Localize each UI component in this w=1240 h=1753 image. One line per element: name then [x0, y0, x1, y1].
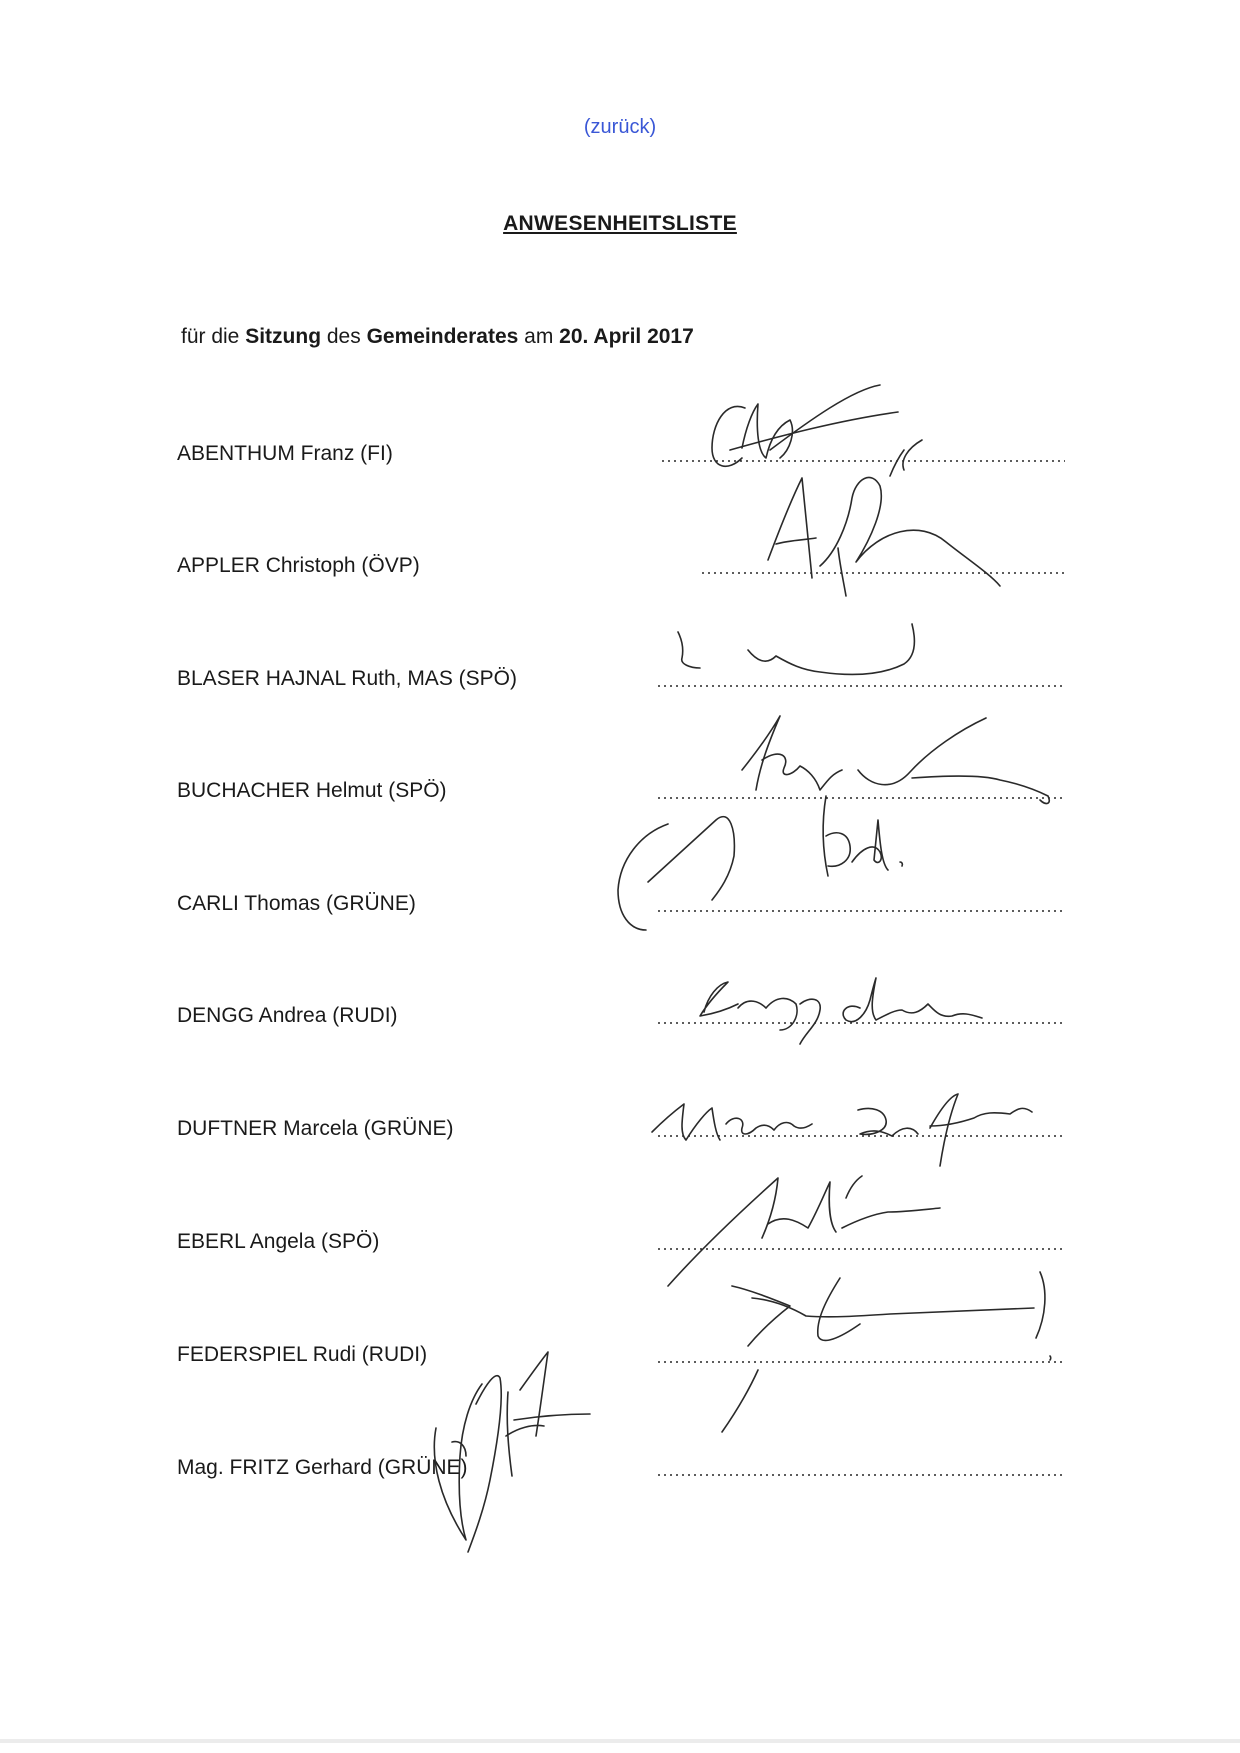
signature-line [656, 1474, 1065, 1476]
subtitle-bold-3: 20. April 2017 [559, 325, 694, 348]
attendee-name: DUFTNER Marcela (GRÜNE) [177, 1117, 454, 1140]
attendee-name: EBERL Angela (SPÖ) [177, 1230, 380, 1253]
signature-line [656, 1248, 1065, 1250]
signature-line [656, 797, 1065, 799]
subtitle-text-3: am [518, 325, 560, 348]
signature-fritz [434, 1352, 590, 1552]
attendee-name: APPLER Christoph (ÖVP) [177, 554, 420, 577]
subtitle-text-1: für die [181, 325, 246, 348]
subtitle-text-2: des [321, 325, 367, 348]
signature-line [656, 1135, 1065, 1137]
attendee-name: BLASER HAJNAL Ruth, MAS (SPÖ) [177, 667, 517, 690]
back-link[interactable]: (zurück) [583, 116, 657, 138]
signature-federspiel [722, 1272, 1051, 1432]
signature-line [656, 910, 1065, 912]
signature-buchacher [742, 716, 1049, 803]
signature-abenthum [712, 385, 922, 470]
attendee-name: FEDERSPIEL Rudi (RUDI) [177, 1343, 428, 1366]
signature-line [656, 1361, 1065, 1363]
signature-blaser [678, 624, 914, 674]
document-title: ANWESENHEITSLISTE [503, 212, 737, 235]
scan-edge [0, 1739, 1240, 1743]
signature-line [660, 460, 1065, 462]
subtitle-bold-2: Gemeinderates [366, 325, 519, 348]
attendee-name: CARLI Thomas (GRÜNE) [177, 892, 416, 915]
attendee-name: DENGG Andrea (RUDI) [177, 1004, 398, 1027]
signature-duftner [652, 1094, 1032, 1166]
signature-line [700, 572, 1065, 574]
subtitle-bold-1: Sitzung [245, 325, 322, 348]
meeting-subtitle [181, 325, 694, 349]
signature-line [656, 1022, 1065, 1024]
attendee-name: BUCHACHER Helmut (SPÖ) [177, 779, 447, 802]
signature-dengg [700, 978, 982, 1044]
attendee-name: Mag. FRITZ Gerhard (GRÜNE) [177, 1456, 468, 1479]
signature-eberl [668, 1176, 940, 1286]
attendee-name: ABENTHUM Franz (FI) [177, 442, 393, 465]
signature-line [656, 685, 1065, 687]
signature-appler [768, 450, 1000, 596]
